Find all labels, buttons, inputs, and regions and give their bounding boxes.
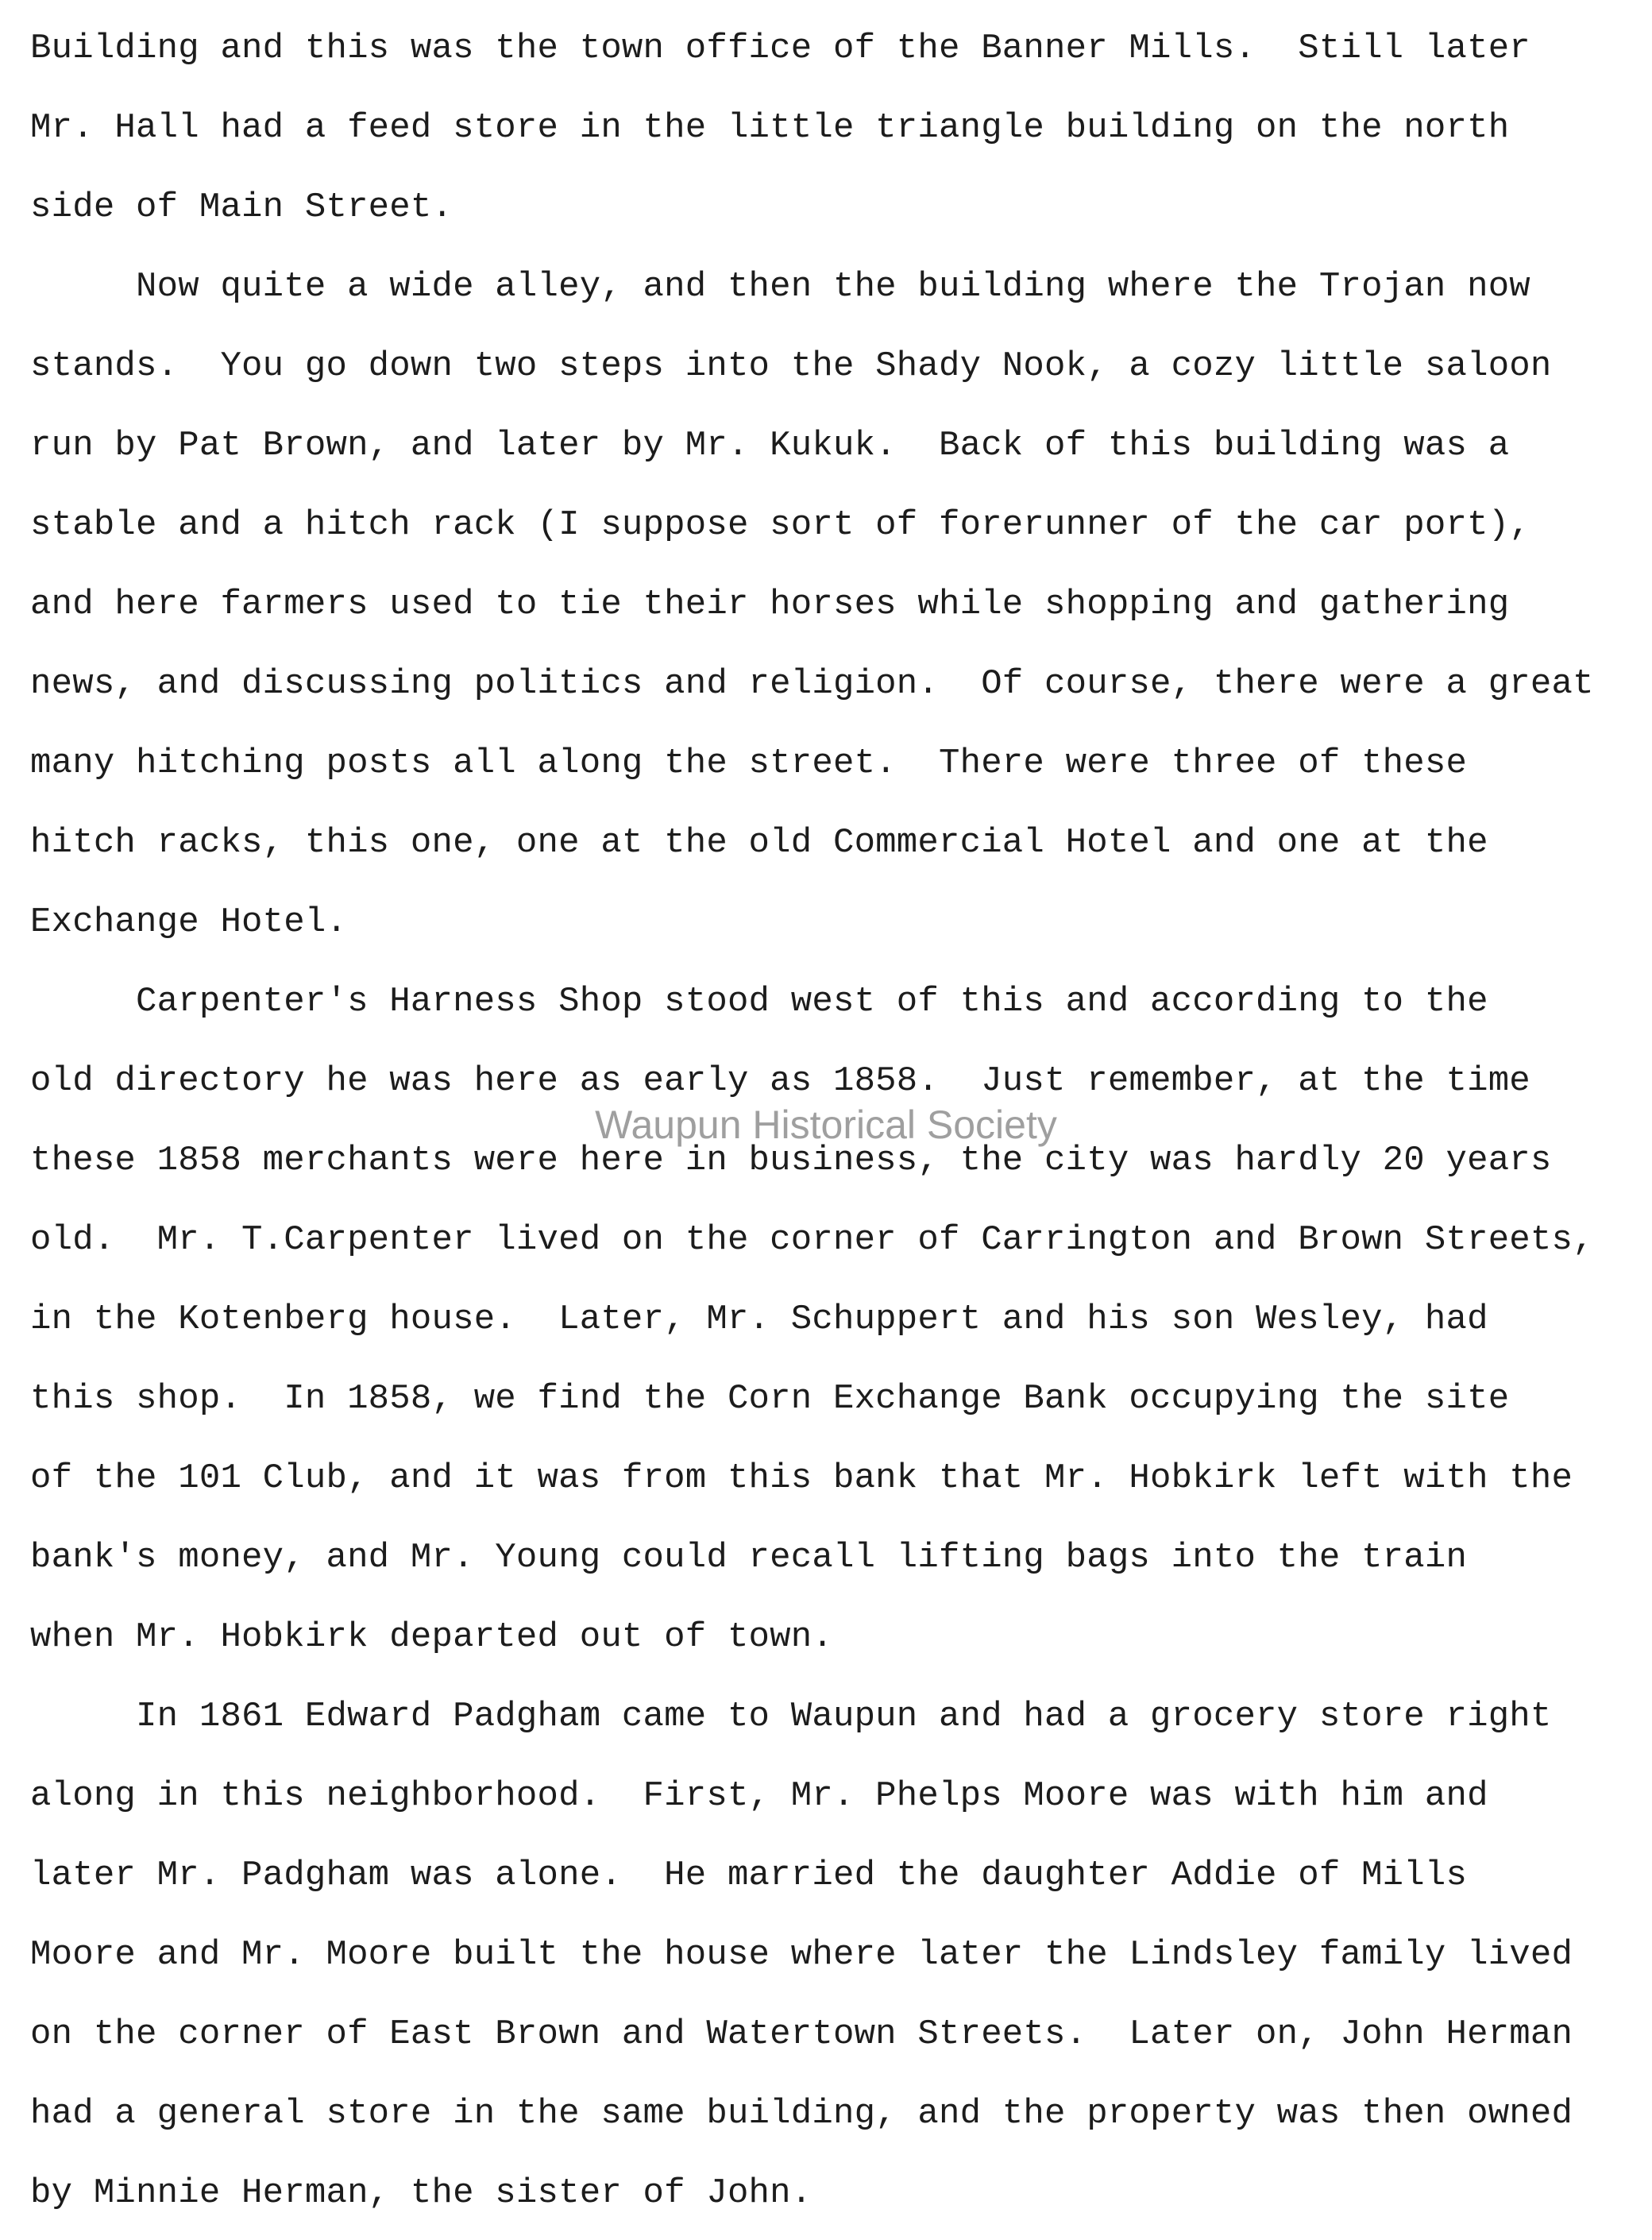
text-line: Exchange Hotel.	[30, 902, 348, 942]
text-line: when Mr. Hobkirk departed out of town.	[30, 1617, 833, 1657]
text-line: along in this neighborhood. First, Mr. Phelps Moore was with him and	[30, 1776, 1488, 1816]
text-line: in the Kotenberg house. Later, Mr. Schuppert and his son Wesley, had	[30, 1300, 1488, 1339]
text-line: and here farmers used to tie their horses while shopping and gathering	[30, 585, 1510, 624]
text-line: Mr. Hall had a feed store in the little triangle building on the north	[30, 108, 1510, 148]
text-line: old. Mr. T.Carpenter lived on the corner of Carrington and Brown Streets,	[30, 1220, 1594, 1260]
text-line: stable and a hitch rack (I suppose sort of forerunner of the car port),	[30, 505, 1530, 545]
text-line: bank's money, and Mr. Young could recall lifting bags into the train	[30, 1538, 1468, 1578]
text-line: on the corner of East Brown and Watertown Streets. Later on, John Herman	[30, 2014, 1573, 2054]
text-line: Carpenter's Harness Shop stood west of this and according to the	[30, 982, 1488, 1022]
text-line: Now quite a wide alley, and then the building where the Trojan now	[30, 267, 1530, 307]
text-line: these 1858 merchants were here in business, the city was hardly 20 years	[30, 1141, 1552, 1180]
text-line: news, and discussing politics and religion. Of course, there were a great	[30, 664, 1594, 704]
text-line: Moore and Mr. Moore built the house where later the Lindsley family lived	[30, 1935, 1573, 1975]
text-line: run by Pat Brown, and later by Mr. Kukuk. Back of this building was a	[30, 426, 1510, 465]
text-line: Building and this was the town office of the Banner Mills. Still later	[30, 29, 1530, 68]
text-line: In 1861 Edward Padgham came to Waupun and had a grocery store right	[30, 1697, 1552, 1736]
text-line: this shop. In 1858, we find the Corn Exchange Bank occupying the site	[30, 1379, 1510, 1419]
text-line: by Minnie Herman, the sister of John.	[30, 2173, 812, 2213]
text-line: had a general store in the same building, and the property was then owned	[30, 2094, 1573, 2134]
text-line: of the 101 Club, and it was from this bank that Mr. Hobkirk left with the	[30, 1458, 1573, 1498]
watermark: Waupun Historical Society	[595, 1103, 1057, 1147]
text-line: later Mr. Padgham was alone. He married the daughter Addie of Mills	[30, 1856, 1468, 1895]
text-line: stands. You go down two steps into the Shady Nook, a cozy little saloon	[30, 346, 1552, 386]
text-line: old directory he was here as early as 1858. Just remember, at the time	[30, 1061, 1530, 1101]
text-line: many hitching posts all along the street. There were three of these	[30, 743, 1468, 783]
text-line: hitch racks, this one, one at the old Commercial Hotel and one at the	[30, 823, 1488, 863]
text-line: side of Main Street.	[30, 187, 454, 227]
